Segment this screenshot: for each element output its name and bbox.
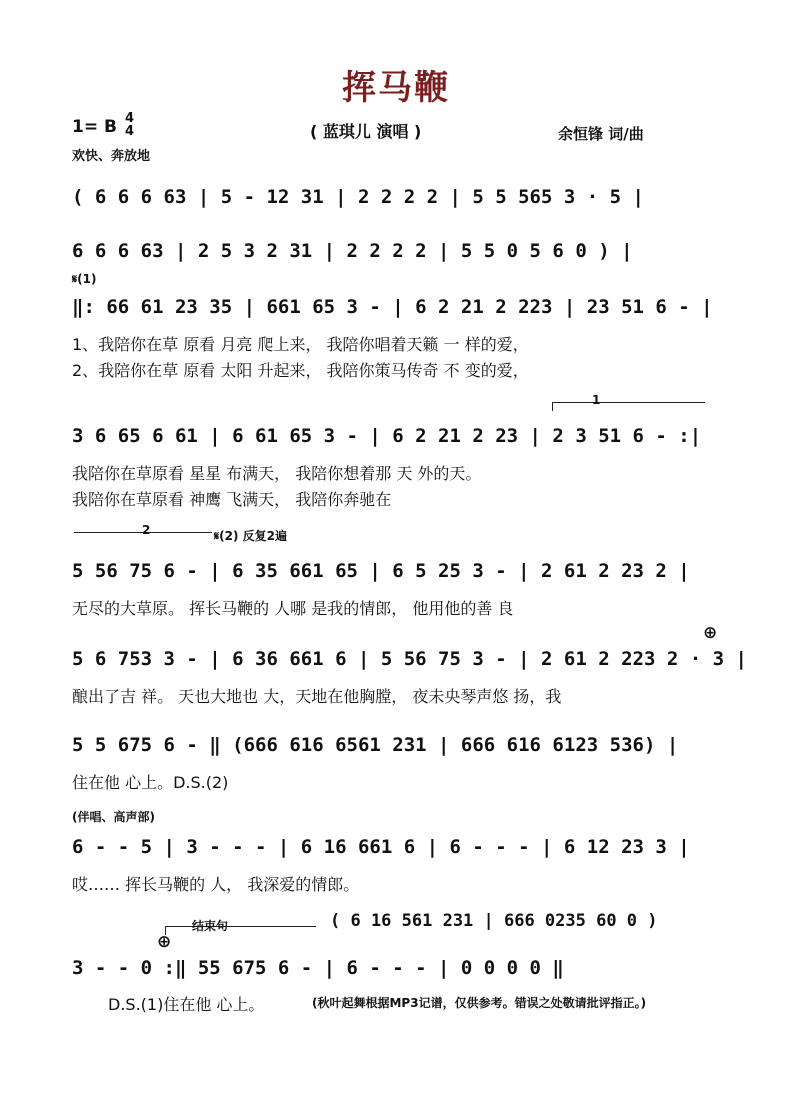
volta-1-label: 1 bbox=[592, 393, 601, 407]
lyric-line-6: 酿出了吉 祥。 天也大地也 大，天地在他胸膛， 夜未央琴声悠 扬，我 bbox=[72, 687, 562, 706]
ending-label: 结束句 bbox=[192, 919, 229, 933]
music-line-5: 5 56 75 6 - | 6 35 661 65 | 6 5 25 3 - | 2 61 2 23 2 | bbox=[72, 560, 690, 582]
lyric-line-4b: 我陪你在草原看 神鹰 飞满天， 我陪你奔驰在 bbox=[72, 490, 392, 509]
lyric-line-3a: 1、我陪你在草 原看 月亮 爬上来， 我陪你唱着天籁 一 样的爱， bbox=[72, 335, 529, 354]
music-line-8: 6 - - 5 | 3 - - - | 6 16 661 6 | 6 - - - | 6 12 23 3 | bbox=[72, 836, 690, 858]
lyric-line-5: 无尽的大草原。 挥长马鞭的 人哪 是我的情郎， 他用他的善 良 bbox=[72, 599, 514, 618]
time-signature-top: 4 bbox=[125, 111, 135, 126]
lyric-line-4a: 我陪你在草原看 星星 布满天， 我陪你想着那 天 外的天。 bbox=[72, 464, 482, 483]
lyric-line-9: D.S.(1)住在他 心上。 bbox=[108, 995, 265, 1014]
author-credit: 余恒锋 词/曲 bbox=[558, 125, 644, 143]
music-line-1: ( 6 6 6 63 | 5 - 12 31 | 2 2 2 2 | 5 5 565 3 · 5 | bbox=[72, 186, 644, 208]
coda-icon-2: ⊕ bbox=[157, 932, 172, 952]
segno-1: 𝄋(1) bbox=[72, 272, 97, 286]
music-line-9: 3 - - 0 :‖ 55 675 6 - | 6 - - - | 0 0 0 0 ‖ bbox=[72, 957, 564, 979]
segno-2: 𝄋(2) 反复2遍 bbox=[214, 529, 288, 543]
ending-bracket bbox=[165, 926, 316, 935]
music-line-2: 6 6 6 63 | 2 5 3 2 31 | 2 2 2 2 | 5 5 0 5 6 0 ) | bbox=[72, 240, 633, 262]
music-line-9-upper: ( 6 16 561 231 | 666 0235 60 0 ) bbox=[330, 911, 658, 931]
volta-1-bracket bbox=[552, 402, 705, 411]
lyric-line-7: 住在他 心上。D.S.(2) bbox=[72, 773, 229, 792]
harmony-label: (伴唱、高声部) bbox=[72, 810, 155, 824]
tempo-marking: 欢快、奔放地 bbox=[72, 149, 151, 164]
time-signature-bottom: 4 bbox=[125, 124, 135, 139]
music-line-6: 5 6 753 3 - | 6 36 661 6 | 5 56 75 3 - | 2 61 2 223 2 · 3 | bbox=[72, 648, 747, 670]
lyric-line-3b: 2、我陪你在草 原看 太阳 升起来， 我陪你策马传奇 不 变的爱， bbox=[72, 361, 529, 380]
transcription-note: (秋叶起舞根据MP3记谱，仅供参考。错误之处敬请批评指正。) bbox=[312, 996, 647, 1010]
coda-icon: ⊕ bbox=[703, 623, 718, 643]
volta-2-label: 2 bbox=[142, 523, 151, 537]
key-signature: 1= B bbox=[72, 117, 117, 137]
music-line-7: 5 5 675 6 - ‖ (666 616 6561 231 | 666 616 6123 536) | bbox=[72, 734, 679, 756]
song-title: 挥马鞭 bbox=[342, 68, 450, 108]
music-line-3: ‖: 66 61 23 35 | 661 65 3 - | 6 2 21 2 223 | 23 51 6 - | bbox=[72, 296, 713, 318]
time-signature bbox=[125, 112, 134, 138]
singer-credit: ( 蓝琪儿 演唱 ) bbox=[310, 122, 422, 141]
music-line-4: 3 6 65 6 61 | 6 61 65 3 - | 6 2 21 2 23 | 2 3 51 6 - :| bbox=[72, 425, 702, 447]
lyric-line-8: 哎…… 挥长马鞭的 人， 我深爱的情郎。 bbox=[72, 875, 360, 894]
